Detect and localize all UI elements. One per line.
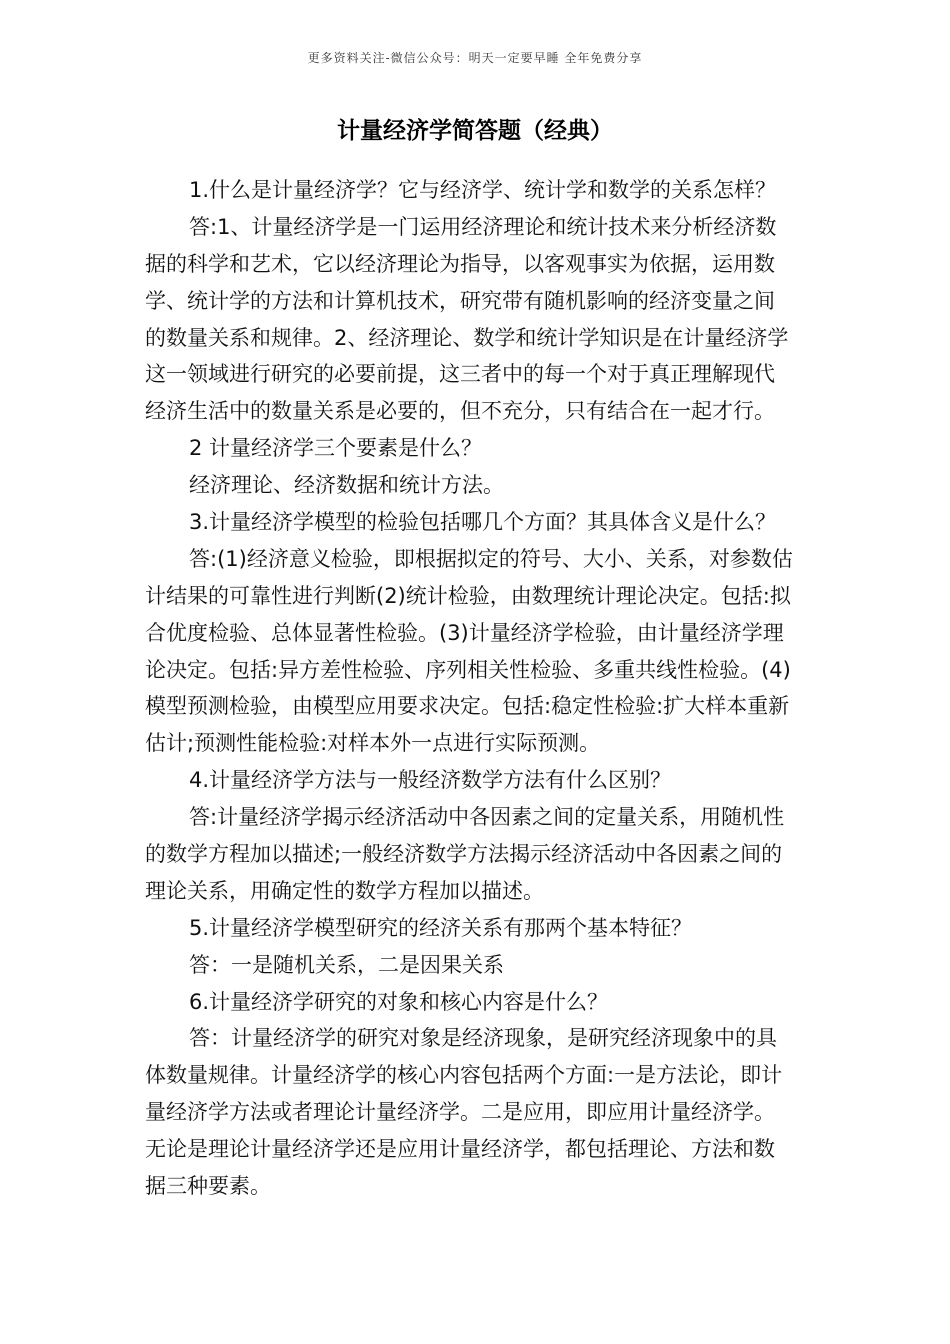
paragraph xyxy=(145,947,810,984)
text-line: 理论关系，用确定性的数学方程加以描述。 xyxy=(145,878,544,903)
paragraph xyxy=(145,209,810,430)
document-title: 计量经济学简答题（经典） xyxy=(337,118,613,144)
text-line: 估计;预测性能检验:对样本外一点进行实际预测。 xyxy=(145,731,601,756)
text-line: 合优度检验、总体显著性检验。(3)计量经济学检验，由计量经济学理 xyxy=(145,620,784,645)
text-line: 的数量关系和规律。2、经济理论、数学和统计学知识是在计量经济学 xyxy=(145,325,789,350)
paragraph xyxy=(145,467,810,504)
text-line: 据的科学和艺术，它以经济理论为指导，以客观事实为依据，运用数 xyxy=(145,251,775,276)
text-line: 量经济学方法或者理论计量经济学。二是应用，即应用计量经济学。 xyxy=(145,1100,775,1125)
text-line: 答：计量经济学的研究对象是经济现象，是研究经济现象中的具 xyxy=(189,1026,777,1051)
text-line: 经济生活中的数量关系是必要的，但不充分，只有结合在一起才行。 xyxy=(145,399,775,424)
text-line: 据三种要素。 xyxy=(145,1174,271,1199)
page-header-note: 更多资料关注-微信公众号：明天一定要早睡 全年免费分享 xyxy=(307,51,643,65)
paragraph xyxy=(145,799,810,910)
text-line: 的数学方程加以描述;一般经济数学方法揭示经济活动中各因素之间的 xyxy=(145,842,783,867)
text-line: 5.计量经济学模型研究的经济关系有那两个基本特征？ xyxy=(189,915,693,940)
text-line: 体数量规律。计量经济学的核心内容包括两个方面:一是方法论，即计 xyxy=(145,1063,783,1088)
text-line: 答:(1)经济意义检验，即根据拟定的符号、大小、关系，对参数估 xyxy=(189,546,793,571)
text-line: 模型预测检验，由模型应用要求决定。包括:稳定性检验:扩大样本重新 xyxy=(145,694,790,719)
text-line: 这一领域进行研究的必要前提，这三者中的每一个对于真正理解现代 xyxy=(145,362,775,387)
paragraph xyxy=(145,910,810,947)
text-line: 答：一是随机关系，二是因果关系 xyxy=(189,952,504,977)
paragraph xyxy=(145,430,810,467)
text-line: 论决定。包括:异方差性检验、序列相关性检验、多重共线性检验。(4) xyxy=(145,657,791,682)
text-line: 答:1、计量经济学是一门运用经济理论和统计技术来分析经济数 xyxy=(189,214,777,239)
text-line: 无论是理论计量经济学还是应用计量经济学，都包括理论、方法和数 xyxy=(145,1137,775,1162)
paragraph xyxy=(145,984,810,1021)
text-line: 1.什么是计量经济学？它与经济学、统计学和数学的关系怎样？ xyxy=(189,178,777,202)
text-line: 学、统计学的方法和计算机技术，研究带有随机影响的经济变量之间 xyxy=(145,288,775,313)
paragraph xyxy=(145,504,810,541)
text-line: 答:计量经济学揭示经济活动中各因素之间的定量关系，用随机性 xyxy=(189,805,785,830)
paragraph xyxy=(145,172,810,209)
paragraph xyxy=(145,1020,810,1204)
document-body xyxy=(145,172,810,1205)
text-line: 2 计量经济学三个要素是什么？ xyxy=(189,436,483,461)
text-line: 6.计量经济学研究的对象和核心内容是什么？ xyxy=(189,989,609,1014)
paragraph xyxy=(145,762,810,799)
text-line: 计结果的可靠性进行判断(2)统计检验，由数理统计理论决定。包括:拟 xyxy=(145,583,791,608)
text-line: 3.计量经济学模型的检验包括哪几个方面？其具体含义是什么？ xyxy=(189,510,777,535)
text-line: 4.计量经济学方法与一般经济数学方法有什么区别？ xyxy=(189,768,672,793)
text-line: 经济理论、经济数据和统计方法。 xyxy=(189,473,504,498)
paragraph xyxy=(145,541,810,762)
